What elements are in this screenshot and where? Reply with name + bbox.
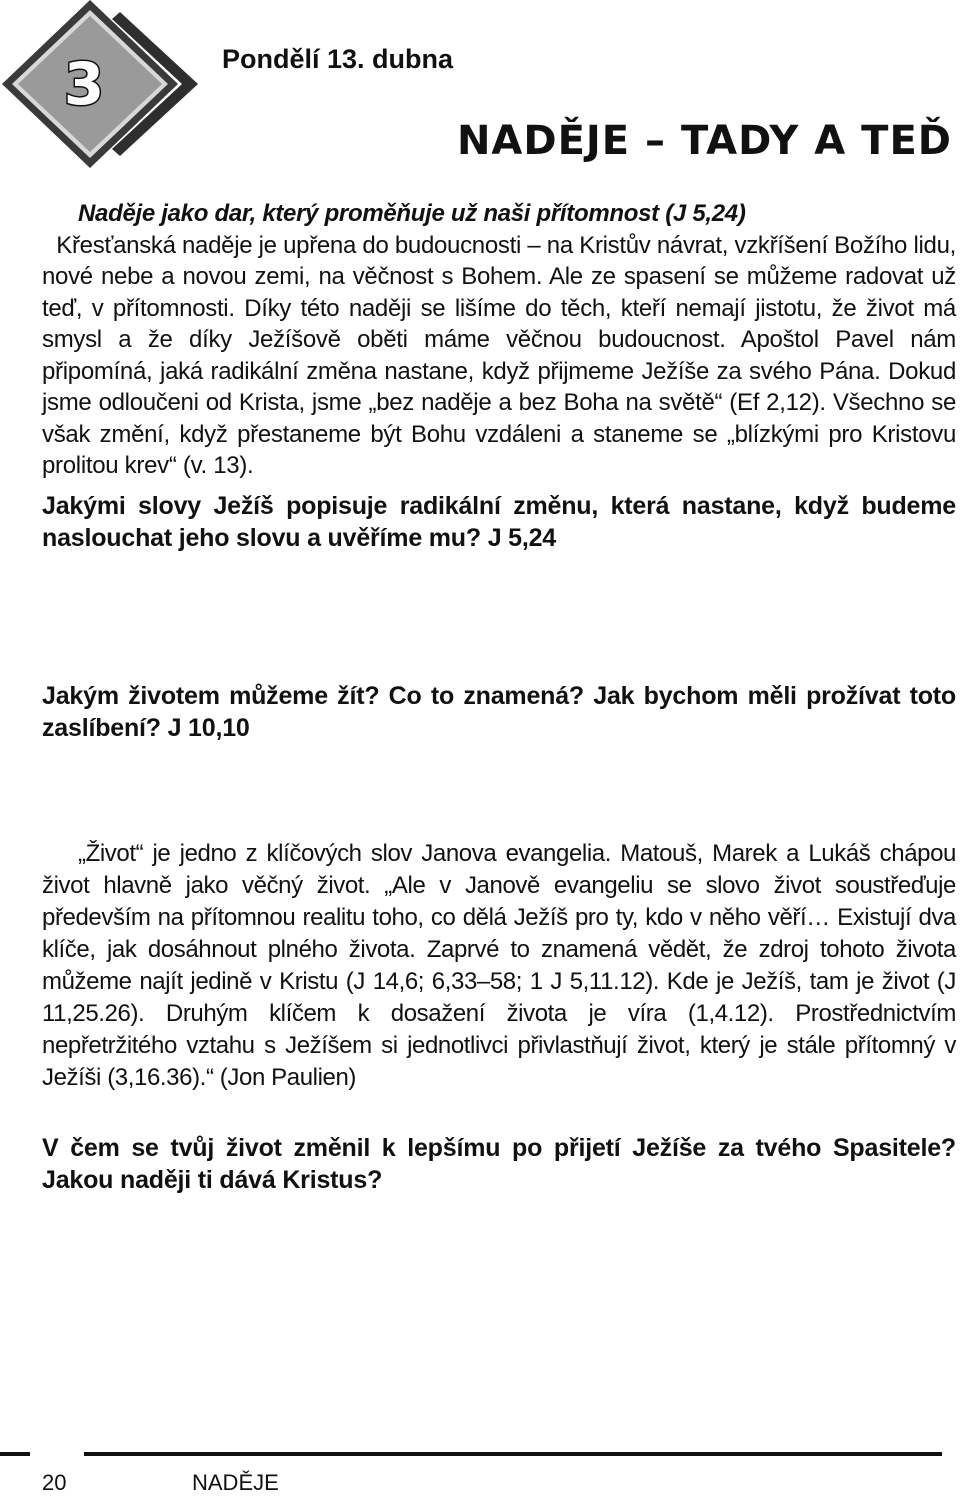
lesson-number: 3 xyxy=(63,50,105,118)
page-number: 20 xyxy=(42,1470,67,1495)
question-2: Jakým životem můžeme žít? Co to znamená? Jak bychom měli prožívat toto zaslíbení? J 10,10 xyxy=(42,682,956,742)
intro-paragraph xyxy=(42,198,956,482)
question-3: V čem se tvůj život změnil k lepšímu po přijetí Ježíše za tvého Spasitele? Jakou naději ti dává Kristus? xyxy=(42,1134,956,1194)
intro-first-line: Křesťanská naděje je upřena do budoucnosti – na Kristův návrat, vzkříšení Božího lidu, xyxy=(56,231,956,259)
question-1: Jakými slovy Ježíš popisuje radikální změnu, která nastane, když budeme naslouchat jeho slovu a uvěříme mu? J 5,24 xyxy=(42,492,956,552)
page-title: NADĚJE – TADY A TEĎ xyxy=(456,118,952,164)
footer-rule xyxy=(0,1452,960,1456)
intro-text: nové nebe a novou zemi, na věčnost s Bohem. Ale ze spasení se můžeme radovat už teď, v přítomnosti. Díky této naději se lišíme do těch, kteří nemají jistotu, že život má smysl a že díky Ježíšově oběti máme věčnou budoucnost. Apoštol Pavel nám připomíná, jaká radikální změna nastane, když přijmeme Ježíše za svého Pána. Dokud jsme odloučeni od Krista, jsme „bez naděje a bez Boha na světě“ (Ef 2,12). Všechno se však změní, když přestaneme být Bohu vzdáleni a staneme se „blízkými pro Kristovu prolitou krev“ (v. 13). xyxy=(42,263,956,479)
body-paragraph: „Život“ je jedno z klíčových slov Janova evangelia. Matouš, Marek a Lukáš chápou život hlavně jako věčný život. „Ale v Janově evangeliu se slovo život soustřeďuje především na přítomnou realitu toho, co dělá Ježíš pro ty, kdo v něho věří… Existují dva klíče, jak dosáhnout plného života. Zaprvé to znamená vědět, že zdroj tohoto života můžeme najít jedině v Kristu (J 14,6; 6,33–58; 1 J 5,11.12). Kde je Ježíš, tam je život (J 11,25.26). Druhým klíčem k dosažení života je víra (1,4.12). Prostřednictvím nepřetržitého vztahu s Ježíšem si jednotlivci přivlastňují život, který je stále přítomný v Ježíši (3,16.36).“ (Jon Paulien) xyxy=(42,840,956,1091)
footer-publication: NADĚJE xyxy=(192,1470,279,1495)
lesson-badge xyxy=(0,0,200,170)
intro-lead: Naděje jako dar, který proměňuje už naši přítomnost (J 5,24) xyxy=(78,200,746,227)
lesson-date: Pondělí 13. dubna xyxy=(222,44,454,74)
